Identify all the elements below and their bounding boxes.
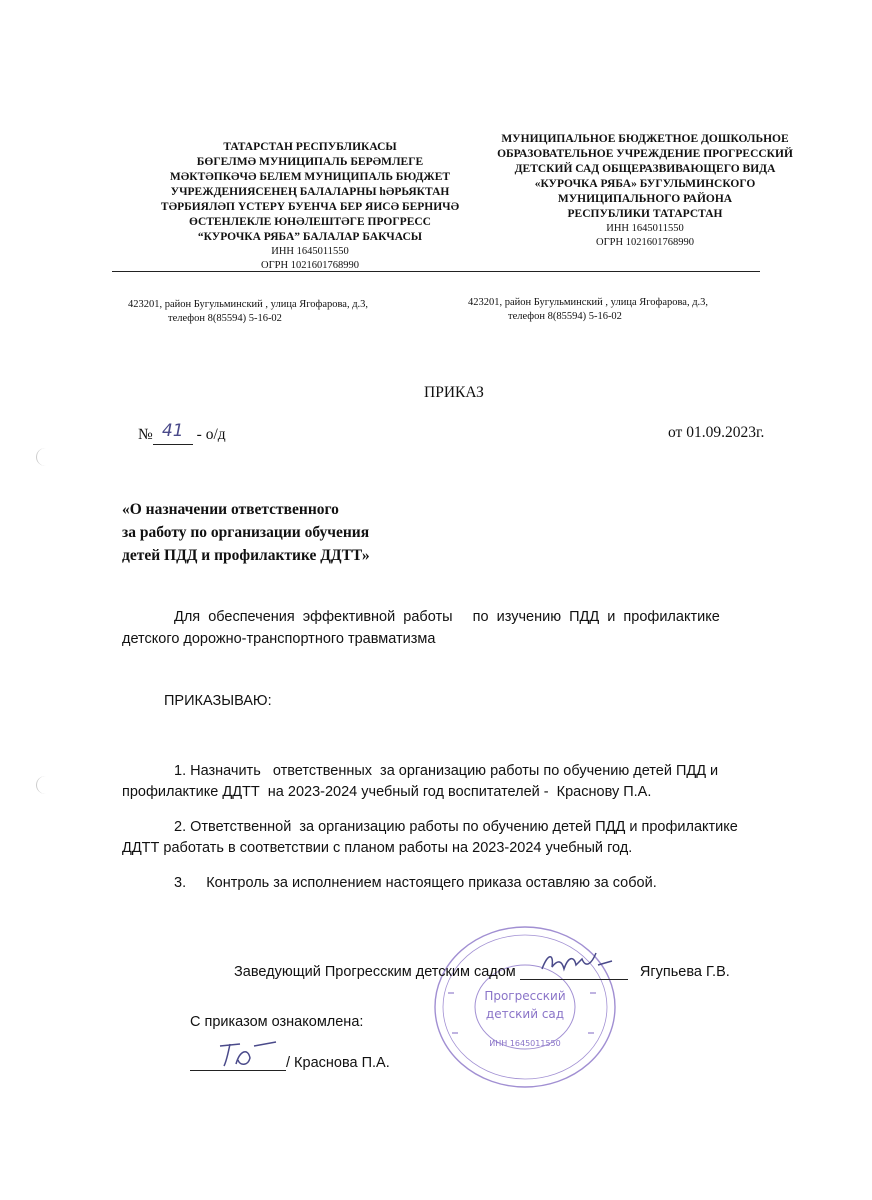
- signature-line: [520, 963, 628, 980]
- signature-scribble: [538, 949, 618, 979]
- order-subject: [122, 498, 370, 567]
- order-items: [122, 761, 798, 894]
- order-item-line: 3. Контроль за исполнением настоящего приказа оставляю за собой.: [174, 875, 657, 891]
- address-left-line2: телефон 8(85594) 5-16-02: [168, 313, 282, 324]
- order-item-line: 1. Назначить ответственных за организацию работы по обучению детей ПДД и: [174, 763, 719, 779]
- order-number: [138, 421, 226, 445]
- stamp-bottom: ИНН 1645011550: [489, 1039, 561, 1048]
- header-left-ogrn: ОГРН 1021601768990: [261, 260, 359, 271]
- order-number-handwritten: 41: [161, 421, 184, 441]
- header-right-line: ДЕТСКИЙ САД ОБЩЕРАЗВИВАЮЩЕГО ВИДА: [514, 163, 776, 175]
- header-right-inn: ИНН 1645011550: [606, 223, 684, 234]
- header-left-line: “КУРОЧКА РЯБА” БАЛАЛАР БАКЧАСЫ: [197, 231, 423, 243]
- order-number-suffix: - о/д: [192, 426, 226, 443]
- order-subject-line: детей ПДД и профилактике ДДТТ»: [122, 547, 370, 564]
- order-subject-line: «О назначении ответственного: [122, 501, 339, 518]
- order-item-line: профилактике ДДТТ на 2023-2024 учебный год воспитателей - Краснову П.А.: [122, 784, 652, 800]
- acknowledged-name: / Краснова П.А.: [286, 1055, 390, 1071]
- header-divider: [112, 271, 760, 272]
- header-left-line: ӨСТЕНЛЕКЛЕ ЮНӘЛЕШТӘГЕ ПРОГРЕСС: [189, 216, 431, 228]
- order-command: ПРИКАЗЫВАЮ:: [164, 693, 272, 709]
- preamble-line2: детского дорожно-транспортного травматизма: [122, 631, 436, 647]
- header-left-inn: ИНН 1645011550: [271, 246, 349, 257]
- stamp-center-line1: Прогресский: [484, 989, 566, 1003]
- header-right-line: МУНИЦИПАЛЬНОЕ БЮДЖЕТНОЕ ДОШКОЛЬНОЕ: [501, 133, 789, 145]
- header-left-line: БӨГЕЛМӘ МУНИЦИПАЛЬ БЕРӘМЛЕГЕ: [196, 156, 424, 168]
- order-subject-line: за работу по организации обучения: [122, 524, 370, 541]
- header-right-ogrn: ОГРН 1021601768990: [596, 237, 694, 248]
- punch-hole-mark: [36, 776, 55, 794]
- signatory-name: Ягупьева Г.В.: [639, 964, 730, 980]
- punch-hole-mark: [36, 448, 55, 466]
- order-item: [122, 873, 798, 894]
- header-left-line: МӘКТӘПКӘЧӘ БЕЛЕМ МУНИЦИПАЛЬ БЮДЖЕТ: [169, 171, 451, 183]
- header-right-line: ОБРАЗОВАТЕЛЬНОЕ УЧРЕЖДЕНИЕ ПРОГРЕССКИЙ: [497, 148, 793, 160]
- order-item-line: 2. Ответственной за организацию работы по обучению детей ПДД и профилактике: [174, 819, 738, 835]
- organization-stamp: [430, 922, 620, 1092]
- signature-block: [234, 963, 730, 980]
- address-left: [128, 298, 448, 326]
- address-right-line2: телефон 8(85594) 5-16-02: [508, 311, 622, 322]
- header-right-line: РЕСПУБЛИКИ ТАТАРСТАН: [567, 208, 723, 220]
- signatory-role: Заведующий Прогресским детским садом: [234, 964, 516, 980]
- address-right: [468, 296, 788, 324]
- order-item: [122, 817, 798, 859]
- acknowledgement-line: [190, 1054, 286, 1071]
- acknowledgement-scribble: [214, 1036, 284, 1070]
- header-right-line: «КУРОЧКА РЯБА» БУГУЛЬМИНСКОГО: [534, 178, 756, 190]
- address-left-line1: 423201, район Бугульминский , улица Ягофарова, д.3,: [128, 299, 369, 310]
- order-item: [122, 761, 798, 803]
- acknowledged-label: С приказом ознакомлена:: [190, 1014, 364, 1030]
- preamble-line1: Для обеспечения эффективной работы по изучению ПДД и профилактике: [174, 609, 720, 625]
- acknowledgement-signature: [190, 1054, 390, 1071]
- order-item-line: ДДТТ работать в соответствии с планом работы на 2023-2024 учебный год.: [122, 840, 633, 856]
- stamp-center-line2: детский сад: [485, 1007, 565, 1021]
- order-title: ПРИКАЗ: [424, 384, 484, 401]
- address-right-line1: 423201, район Бугульминский , улица Ягофарова, д.3,: [468, 297, 709, 308]
- order-date: от 01.09.2023г.: [668, 424, 765, 441]
- header-left: [150, 140, 470, 273]
- order-number-prefix: №: [138, 426, 153, 443]
- header-left-line: ТАТАРСТАН РЕСПУБЛИКАСЫ: [223, 141, 397, 153]
- header-left-line: ТӘРБИЯЛӘП ҮСТЕРҮ БУЕНЧА БЕР ЯИСӘ БЕРНИЧӘ: [160, 201, 460, 213]
- header-right-line: МУНИЦИПАЛЬНОГО РАЙОНА: [557, 193, 733, 205]
- header-left-line: УЧРЕЖДЕНИЯСЕНЕҢ БАЛАЛАРНЫ һӘРЬЯКТАН: [170, 186, 450, 198]
- header-right: [475, 132, 815, 250]
- order-preamble: [122, 606, 792, 650]
